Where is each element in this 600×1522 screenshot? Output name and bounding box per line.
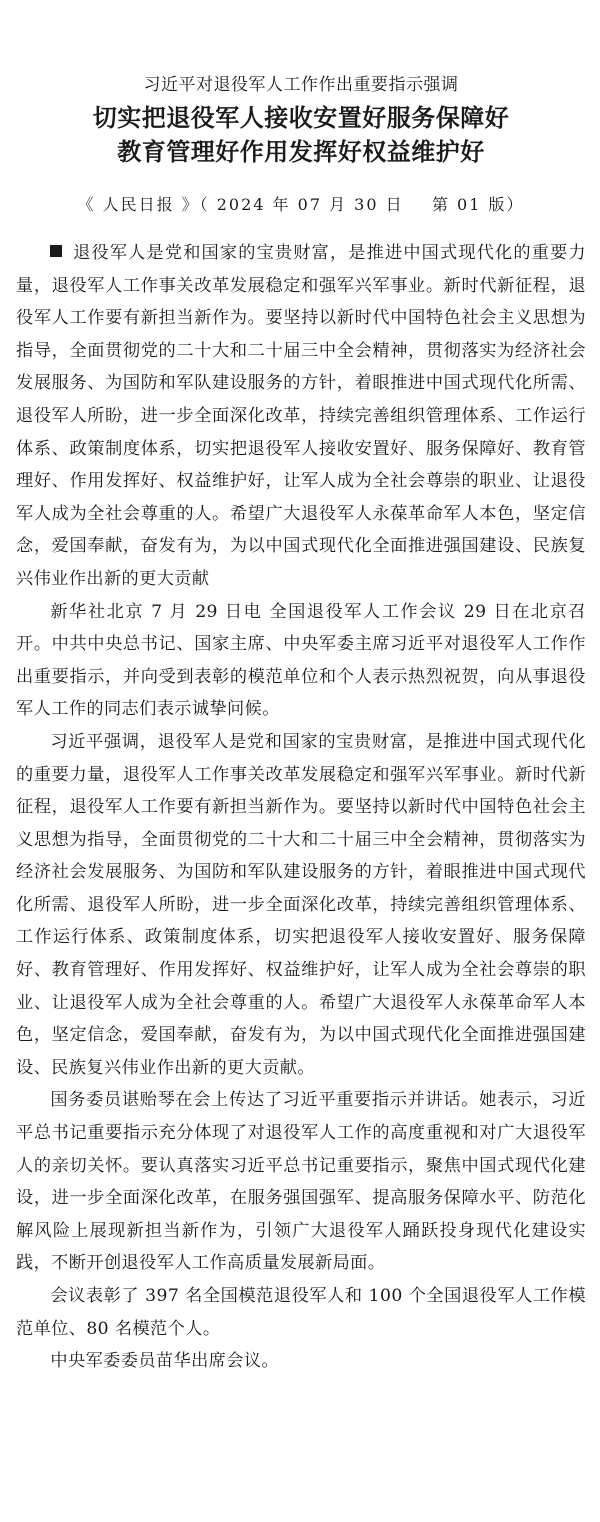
article-headline: [16, 101, 586, 169]
article-source: 《 人民日报 》（ 2024 年 07 月 30 日 第 01 版）: [77, 195, 525, 214]
black-square-icon: [50, 245, 62, 257]
body-paragraph: 习近平强调，退役军人是党和国家的宝贵财富，是推进中国式现代化的重要力量，退役军人工作事关改革发展稳定和强军兴军事业。新时代新征程，退役军人工作要有新担当新作为。要坚持以新时代中国特色社会主义思想为指导，全面贯彻党的二十大和二十届三中全会精神，贯彻落实为经济社会发展服务、为国防和军队建设服务的方针，着眼推进中国式现代化所需、退役军人所盼，进一步全面深化改革，持续完善组织管理体系、工作运行体系、政策制度体系，切实把退役军人接收安置好、服务保障好、教育管理好、作用发挥好、权益维护好，让军人成为全社会尊崇的职业、让退役军人成为全社会尊重的人。希望广大退役军人永葆革命军人本色，坚定信念，爱国奉献，奋发有为，为以中国式现代化全面推进强国建设、民族复兴伟业作出新的更大贡献。: [16, 731, 586, 1078]
summary-paragraph: [16, 237, 586, 596]
article-body: [16, 237, 586, 1378]
body-paragraph: 国务委员谌贻琴在会上传达了习近平重要指示并讲话。她表示，习近平总书记重要指示充分体现了对退役军人工作的高度重视和对广大退役军人的亲切关怀。要认真落实习近平总书记重要指示，聚焦中国式现代化建设，进一步全面深化改革，在服务强国强军、提高服务保障水平、防范化解风险上展现新担当新作为，引领广大退役军人踊跃投身现代化建设实践，不断开创退役军人工作高质量发展新局面。: [16, 1090, 586, 1274]
body-paragraph: 会议表彰了 397 名全国模范退役军人和 100 个全国退役军人工作模范单位、80 名模范个人。: [16, 1286, 586, 1339]
headline-line-2: 教育管理好作用发挥好权益维护好: [117, 138, 485, 166]
body-paragraph: 新华社北京 7 月 29 日电 全国退役军人工作会议 29 日在北京召开。中共中央总书记、国家主席、中央军委主席习近平对退役军人工作作出重要指示，并向受到表彰的模范单位和个人表示热烈祝贺，向从事退役军人工作的同志们表示诚挚问候。: [16, 601, 586, 720]
summary-text: 退役军人是党和国家的宝贵财富，是推进中国式现代化的重要力量，退役军人工作事关改革发展稳定和强军兴军事业。新时代新征程，退役军人工作要有新担当新作为。要坚持以新时代中国特色社会主义思想为指导，全面贯彻党的二十大和二十届三中全会精神，贯彻落实为经济社会发展服务、为国防和军队建设服务的方针，着眼推进中国式现代化所需、退役军人所盼，进一步全面深化改革，持续完善组织管理体系、工作运行体系、政策制度体系，切实把退役军人接收安置好、服务保障好、教育管理好、作用发挥好、权益维护好，让军人成为全社会尊崇的职业、让退役军人成为全社会尊重的人。希望广大退役军人永葆革命军人本色，坚定信念，爱国奉献，奋发有为，为以中国式现代化全面推进强国建设、民族复兴伟业作出新的更大贡献: [16, 243, 586, 589]
body-paragraph: 中央军委委员苗华出席会议。: [50, 1351, 280, 1372]
article-subtitle: 习近平对退役军人工作作出重要指示强调: [143, 75, 459, 95]
headline-line-1: 切实把退役军人接收安置好服务保障好: [92, 104, 510, 132]
